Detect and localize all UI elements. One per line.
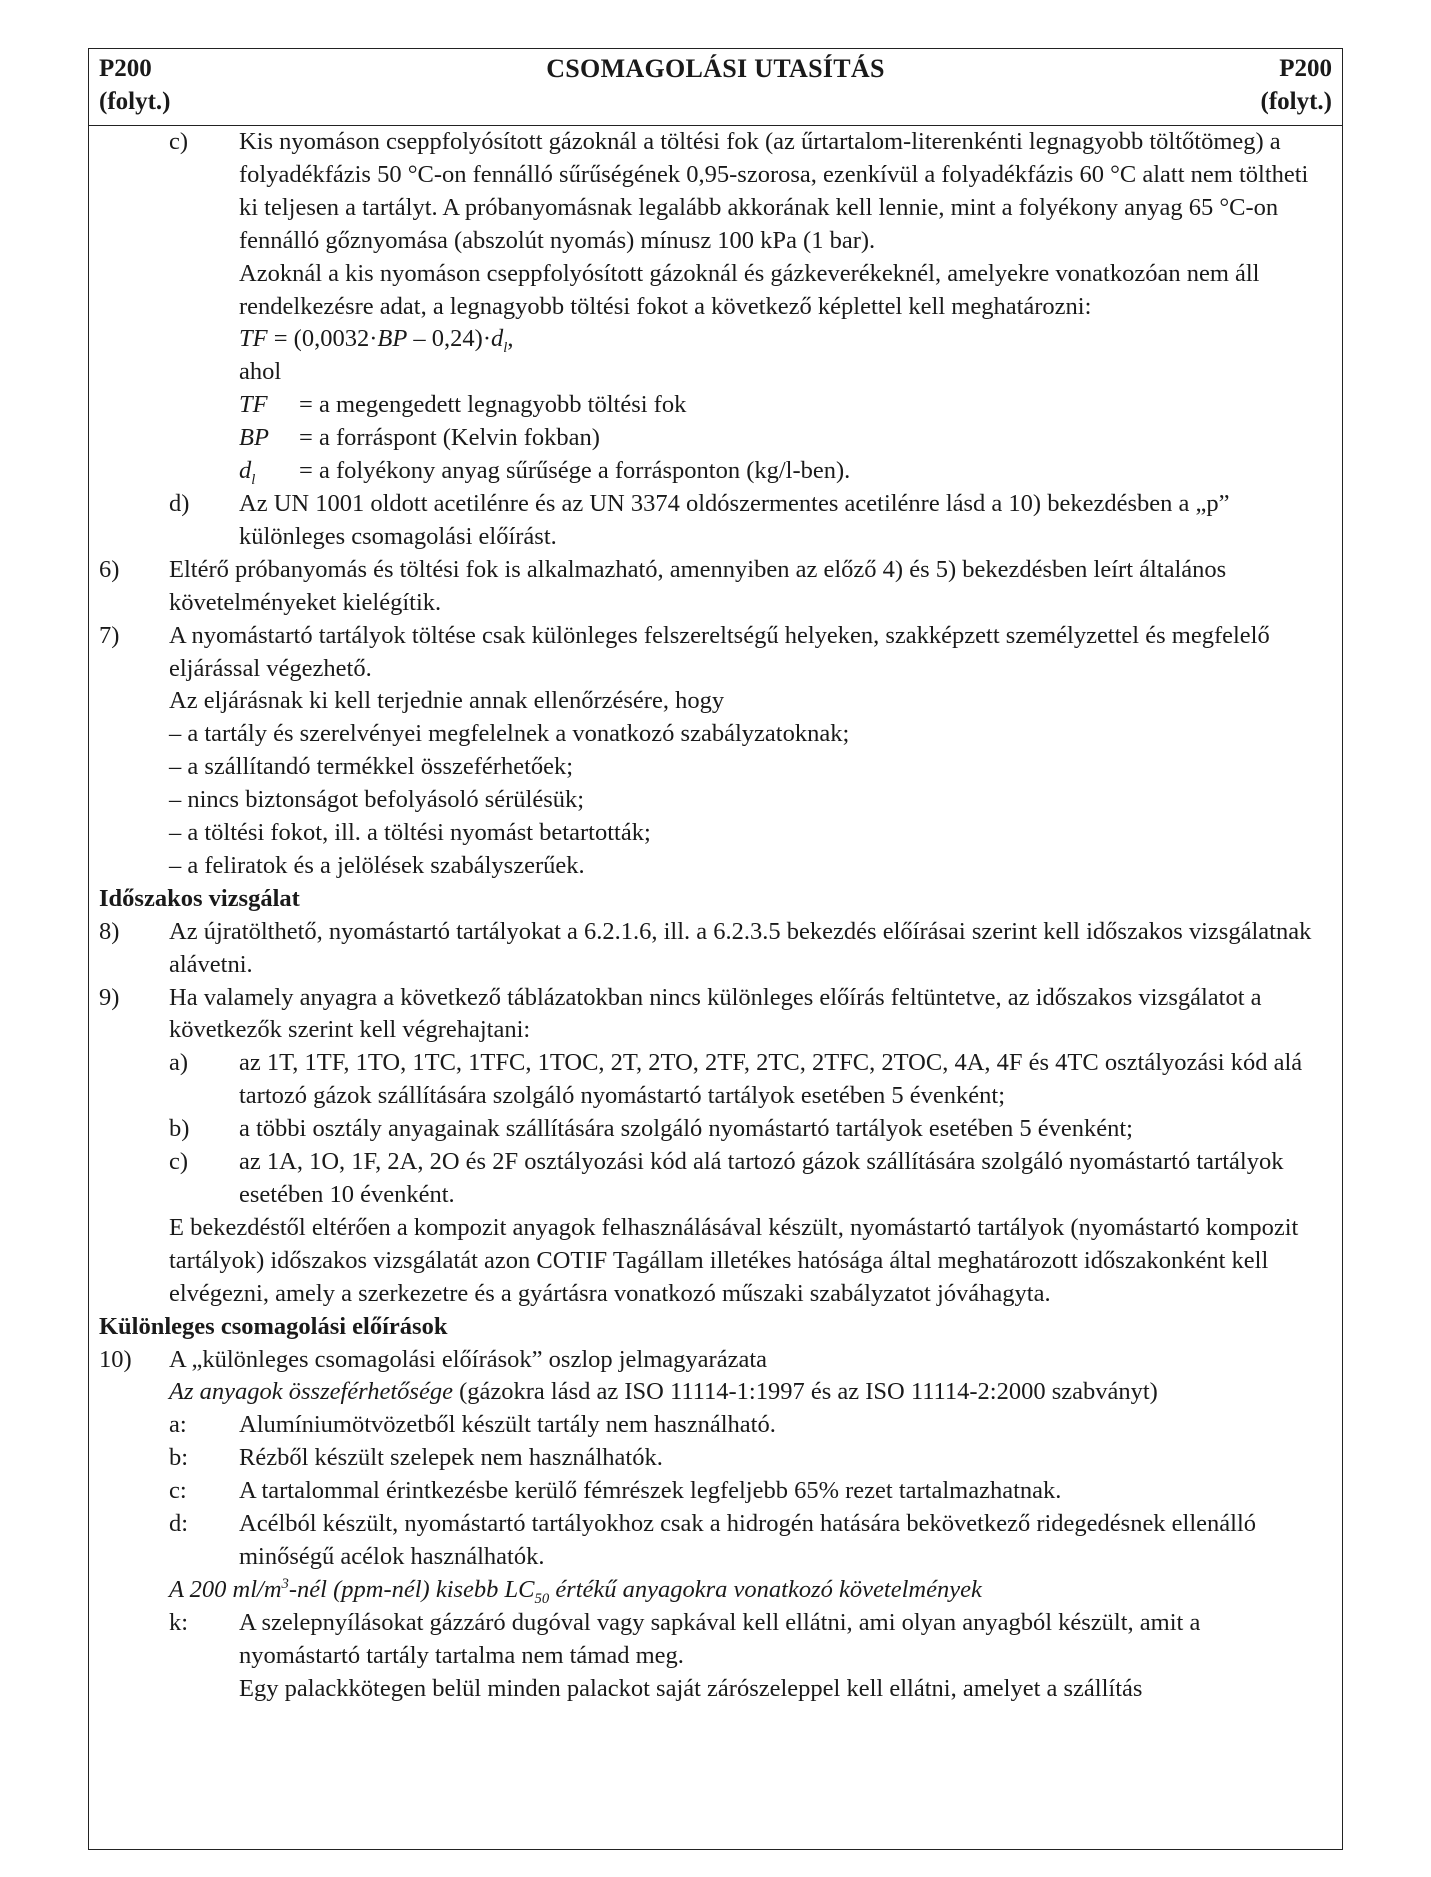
section-heading-periodic: Időszakos vizsgálat: [99, 884, 300, 912]
item-7-body: [169, 620, 1327, 883]
page-header: [89, 49, 1342, 126]
item-d: [99, 488, 1327, 554]
item-label: c): [169, 128, 189, 155]
code-d: [99, 1508, 1327, 1574]
code-text: A tartalommal érintkezésbe kerülő fémrészek legfeljebb 65% rezet tartalmazhatnak.: [239, 1477, 1062, 1505]
sub-label: c): [169, 1148, 189, 1176]
dash-item: – nincs biztonságot befolyásoló sérülésük;: [169, 786, 585, 814]
item-9-text: Ha valamely anyagra a következő táblázatokban nincs különleges előírás feltüntetve, az időszakos vizsgálatot a következők szerint kell végrehajtani:: [169, 983, 1262, 1044]
item-label: d): [169, 489, 190, 517]
code-b: [99, 1442, 1327, 1475]
item-8: [99, 916, 1327, 982]
item-9-a: [99, 1047, 1327, 1113]
cont-right: (folyt.): [1260, 88, 1332, 115]
item-7: [99, 620, 1327, 883]
item-d-text: Az UN 1001 oldott acetilénre és az UN 3374 oldószermentes acetilénre lásd a 10) bekezdésben a „p” különleges csomagolási előírást.: [239, 489, 1230, 550]
item-label: 7): [99, 621, 120, 649]
document-body: [99, 126, 1327, 1706]
item-10-text: A „különleges csomagolási előírások” oszlop jelmagyarázata: [169, 1345, 768, 1373]
item-c-paragraph-2: Azoknál a kis nyomáson cseppfolyósított gázoknál és gázkeverékeknél, amelyekre vonatkozóan nem áll rendelkezésre adat, a legnagyobb töltési fokot a következő képlettel kell meghatározni:: [239, 259, 1260, 320]
sub-label: a): [169, 1049, 189, 1077]
dash-item: – a tartály és szerelvényei megfelelnek a vonatkozó szabályzatoknak;: [169, 720, 850, 748]
item-9-b: [99, 1113, 1327, 1146]
item-c-paragraph-1: Kis nyomáson cseppfolyósított gázoknál a töltési fok (az űrtartalom-literenkénti legnagyobb töltőtömeg) a folyadékfázis 50 °C-on fennálló sűrűségének 0,95-szorosa, ezenkívül a folyadékfázis 60 °C alatt nem töltheti ki teljesen a tartályt. A próbanyomásnak legalább akkorának kell lennie, mint a folyékony anyag 65 °C-on fennálló gőznyomása (abszolút nyomás) mínusz 100 kPa (1 bar).: [239, 128, 1309, 254]
item-label: 8): [99, 917, 120, 945]
formula-subscript: l: [503, 340, 508, 357]
sub-text: az 1A, 1O, 1F, 2A, 2O és 2F osztályozási kód alá tartozó gázok szállítására szolgáló nyomástartó tartályok esetében 10 évenként.: [239, 1148, 1284, 1208]
formula-tf: TF: [239, 325, 268, 353]
code-label: d:: [169, 1510, 189, 1538]
item-c-body: [239, 126, 1327, 488]
code-left: P200: [99, 55, 152, 82]
section-heading-special: Különleges csomagolási előírások: [99, 1312, 448, 1340]
item-9-c: [99, 1146, 1327, 1212]
code-c: [99, 1475, 1327, 1508]
definition-tf: [239, 389, 1327, 422]
item-9: [99, 982, 1327, 1048]
page-title: CSOMAGOLÁSI UTASÍTÁS: [546, 54, 885, 83]
dash-item: – a szállítandó termékkel összeférhetőek;: [169, 753, 574, 781]
item-7-intro: Az eljárásnak ki kell terjednie annak ellenőrzésére, hogy: [169, 687, 725, 715]
item-7-text: A nyomástartó tartályok töltése csak különleges felszereltségű helyeken, szakképzett személyzettel és megfelelő eljárással végezhető.: [169, 621, 1270, 682]
def-text: = a folyékony anyag sűrűsége a forrásponton (kg/l-ben).: [299, 457, 851, 485]
code-k: [99, 1607, 1327, 1706]
formula: [239, 323, 1327, 356]
dash-item: – a töltési fokot, ill. a töltési nyomást betartották;: [169, 819, 651, 847]
sub-text: az 1T, 1TF, 1TO, 1TC, 1TFC, 1TOC, 2T, 2TO, 2TF, 2TC, 2TFC, 2TOC, 4A, 4F és 4TC osztályozási kód alá tartozó gázok szállítására szolgáló nyomástartó tartályok esetében 5 évenként;: [239, 1049, 1303, 1110]
code-text: Rézből készült szelepek nem használhatók.: [239, 1444, 663, 1472]
definition-dl: [239, 455, 1327, 488]
item-label: 6): [99, 555, 120, 583]
item-9-closing: E bekezdéstől eltérően a kompozit anyagok felhasználásával készült, nyomástartó tartályok (nyomástartó kompozit tartályok) időszakos vizsgálatát azon COTIF Tagállam illetékes hatósága által meghatározott időszakonként kell elvégezni, amely a szerkezetre és a gyártásra vonatkozó műszaki szabályzatot jóváhagyta.: [169, 1213, 1299, 1307]
formula-d: d: [491, 325, 504, 353]
compatibility-rest: (gázokra lásd az ISO 11114-1:1997 és az ISO 11114-2:2000 szabványt): [452, 1378, 1158, 1406]
lc-sub: 50: [534, 1590, 550, 1607]
where-word: ahol: [239, 358, 282, 386]
item-c: [99, 126, 1327, 488]
item-label: 9): [99, 983, 120, 1011]
dash-item: – a feliratok és a jelölések szabályszerűek.: [169, 851, 585, 879]
lc50-heading: [99, 1574, 1327, 1607]
code-text: Egy palackkötegen belül minden palackot saját zárószeleppel kell ellátni, amelyet a szállítás: [239, 1674, 1143, 1702]
compatibility-title: Az anyagok összeférhetősége: [169, 1378, 453, 1406]
def-text: = a forráspont (Kelvin fokban): [299, 424, 600, 452]
sub-text: a többi osztály anyagainak szállítására szolgáló nyomástartó tartályok esetében 5 évenként;: [239, 1115, 1133, 1143]
def-var-d: d: [239, 457, 252, 485]
compatibility-line: [99, 1376, 1327, 1409]
code-text: Alumíniumötvözetből készült tartály nem használható.: [239, 1411, 776, 1439]
definition-bp: [239, 422, 1327, 455]
code-k-body: [239, 1607, 1327, 1706]
code-label: a:: [169, 1411, 187, 1439]
code-text: Acélból készült, nyomástartó tartályokhoz csak a hidrogén hatására bekövetkező ridegedésnek ellenálló minőségű acélok használhatók.: [239, 1510, 1257, 1570]
cont-left: (folyt.): [99, 88, 171, 115]
def-var: TF: [239, 391, 268, 419]
lc-part: értékű anyagokra vonatkozó követelmények: [549, 1575, 982, 1603]
def-text: = a megengedett legnagyobb töltési fok: [299, 391, 687, 419]
formula-part: ,: [507, 325, 514, 353]
def-var-sub: l: [251, 471, 256, 488]
lc-part: A 200 ml/m: [169, 1575, 282, 1603]
code-text: A szelepnyílásokat gázzáró dugóval vagy sapkával kell ellátni, ami olyan anyagból készült, amit a nyomástartó tartály tartalma nem támad meg.: [239, 1608, 1201, 1669]
def-var: [239, 455, 299, 488]
header-code-right: [1261, 52, 1333, 118]
code-right: P200: [1279, 55, 1332, 82]
item-6-text: Eltérő próbanyomás és töltési fok is alkalmazható, amennyiben az előző 4) és 5) bekezdésben leírt általános követelményeket kielégítik.: [169, 555, 1227, 616]
item-8-text: Az újratölthető, nyomástartó tartályokat a 6.2.1.6, ill. a 6.2.3.5 bekezdés előírásai szerint kell időszakos vizsgálatnak alávetni.: [169, 917, 1312, 978]
formula-bp: BP: [377, 325, 408, 353]
code-a: [99, 1409, 1327, 1442]
def-var: BP: [239, 424, 269, 452]
code-label: c:: [169, 1477, 187, 1505]
item-10: [99, 1344, 1327, 1377]
formula-part: = (0,0032·: [267, 325, 378, 353]
item-label: 10): [99, 1345, 132, 1373]
page-frame: [88, 48, 1343, 1850]
formula-part: – 0,24)·: [407, 325, 491, 353]
item-6: [99, 554, 1327, 620]
code-label: k:: [169, 1608, 189, 1636]
sub-label: b): [169, 1115, 190, 1143]
lc-part: -nél (ppm-nél) kisebb LC: [288, 1575, 535, 1603]
code-label: b:: [169, 1444, 189, 1472]
lc-sup: 3: [281, 1575, 289, 1592]
